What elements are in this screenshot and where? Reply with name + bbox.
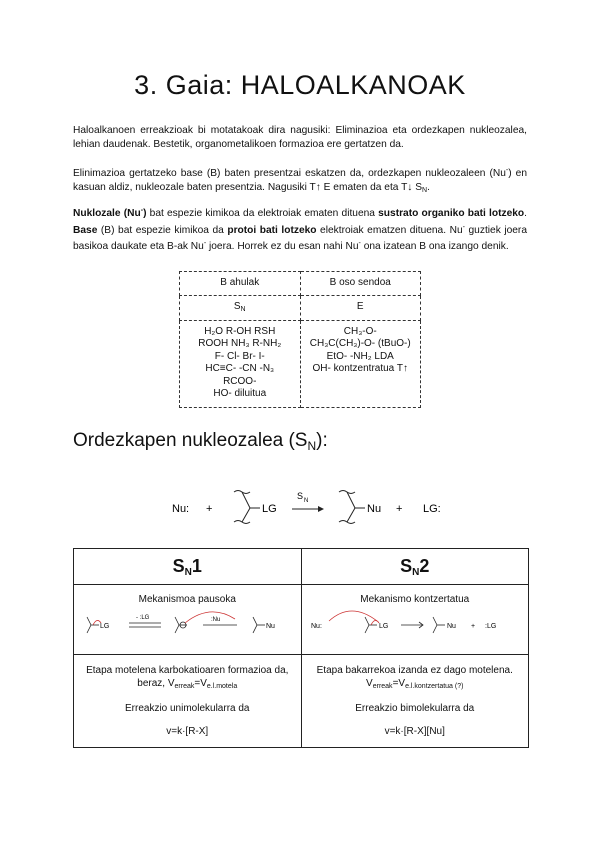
sn-comparison-table [73, 548, 529, 748]
base-strength-table [179, 271, 421, 408]
sn1-molecularity: Erreakzio unimolekularra da [124, 703, 250, 714]
sn1-mechanism-title: Mekanismoa pausoka [138, 594, 236, 605]
sn2-mechanism-title: Mekanismo kontzertatua [360, 594, 470, 605]
strong-base-line: CH₃-O- [343, 325, 377, 337]
section-heading: Ordezkapen nukleozalea $(S_N)$: [73, 430, 328, 453]
sn1-nu-label: :Nu [211, 617, 221, 623]
weak-base-line: RCOO- [223, 375, 257, 387]
page-title: 3. Gaia: HALOALKANOAK [134, 70, 466, 100]
leaving-group-anion: LG: [423, 503, 441, 515]
sn2-lg-label: LG [378, 623, 389, 630]
substrate-molecule [234, 491, 260, 524]
sn2-rate-step: Etapa bakarrekoa izanda ez dago motelena. $V_{erreak}=V_{e.l.kontzertatua (?)}$ [316, 665, 513, 690]
substitution-reaction-scheme [160, 482, 460, 532]
arrow-label-sub: N [304, 498, 309, 504]
sn2-rate-law: v=k·[R-X][Nu] [384, 726, 445, 737]
plus-sign: + [396, 503, 403, 515]
weak-base-line: F- Cl- Br- I- [214, 350, 265, 362]
weak-base-header: B ahulak [180, 272, 301, 296]
e-label: E [300, 296, 421, 321]
product-molecule [339, 491, 365, 524]
sn2-description-cell [301, 655, 529, 748]
sn2-lg2-label: :LG [484, 623, 497, 630]
nucleophile-label: Nu: [172, 503, 190, 515]
plus-sign: + [206, 503, 213, 515]
sn1-rate-step: Etapa motelena karbokatioaren formazioa da, beraz, $V_{erreak}=V_{e.l.motela}$ [86, 665, 289, 690]
sn2-nu-label: Nu: [310, 623, 322, 630]
sn1-lg-label: LG [100, 623, 110, 630]
sn1-product-label: Nu [266, 623, 276, 630]
sn1-header: SN1 [74, 549, 302, 585]
sn2-molecularity: Erreakzio bimolekularra da [355, 703, 475, 714]
product-nu-label: Nu [367, 503, 382, 515]
reaction-arrow [292, 506, 324, 512]
sn1-loses-lg-label: - :LG [136, 615, 150, 621]
sn1-rate-law: v=k·[R-X] [166, 726, 209, 737]
strong-base-line: OH- kontzentratua T↑ [312, 363, 408, 374]
sn2-product-label: Nu [446, 623, 456, 630]
sn1-mechanism-cell [74, 585, 302, 655]
weak-base-list [180, 320, 301, 407]
sn2-mechanism-cell [301, 585, 529, 655]
weak-base-line: HC≡C- -CN -N₃ [205, 363, 275, 374]
strong-base-line: EtO- -NH₂ LDA [326, 350, 394, 362]
sn1-mechanism-diagram [77, 605, 297, 641]
strong-base-header: B oso sendoa [300, 272, 421, 296]
sn2-plus: + [470, 623, 475, 630]
weak-base-line: H₂O R-OH RSH [204, 325, 276, 337]
leaving-group-label: LG [262, 503, 277, 515]
sn2-header: SN2 [301, 549, 529, 585]
sn1-description-cell [74, 655, 302, 748]
sn2-mechanism-diagram [305, 605, 525, 641]
elimination-paragraph: Elinimazioa gertatzeko base (B) baten presentzai eskatzen da, ordezkapen nukleozaleen (Nu-) en kasuan aldiz, nukleozale baten presentzia. Nagusiki T↑ E ematen da eta T↓ $S_N$. [73, 167, 527, 194]
arrow-label: S [297, 491, 304, 501]
nucleophile-paragraph: Nuklozale (Nu-) bat espezie kimikoa da elektroiak ematen dituena sustrato organiko bati lotzeko. Base (B) bat espezie kimikoa da protoi bati lotzeko elektroiak ematzen dituena. Nu- guztiek joera basikoa daukate eta B-ak Nu- joera. Horrek ez du esan nahi Nu- ona izatean B ona izango denik. [73, 207, 527, 252]
intro-paragraph: Haloalkanoen erreakzioak bi motatakoak dira nagusiki: Eliminazioa eta ordezkapen nukleozalea, lehian daudenak. Bestetik, organometalikoen formazioa ere gertatzen da. [73, 125, 527, 150]
strong-base-list [300, 320, 421, 407]
weak-base-line: HO- diluitua [213, 388, 267, 399]
weak-base-line: ROOH NH₃ R-NH₂ [198, 338, 282, 349]
strong-base-line: CH₃C(CH₃)-O- (tBuO-) [309, 338, 411, 349]
sn-label: $S_N$ [180, 296, 301, 321]
